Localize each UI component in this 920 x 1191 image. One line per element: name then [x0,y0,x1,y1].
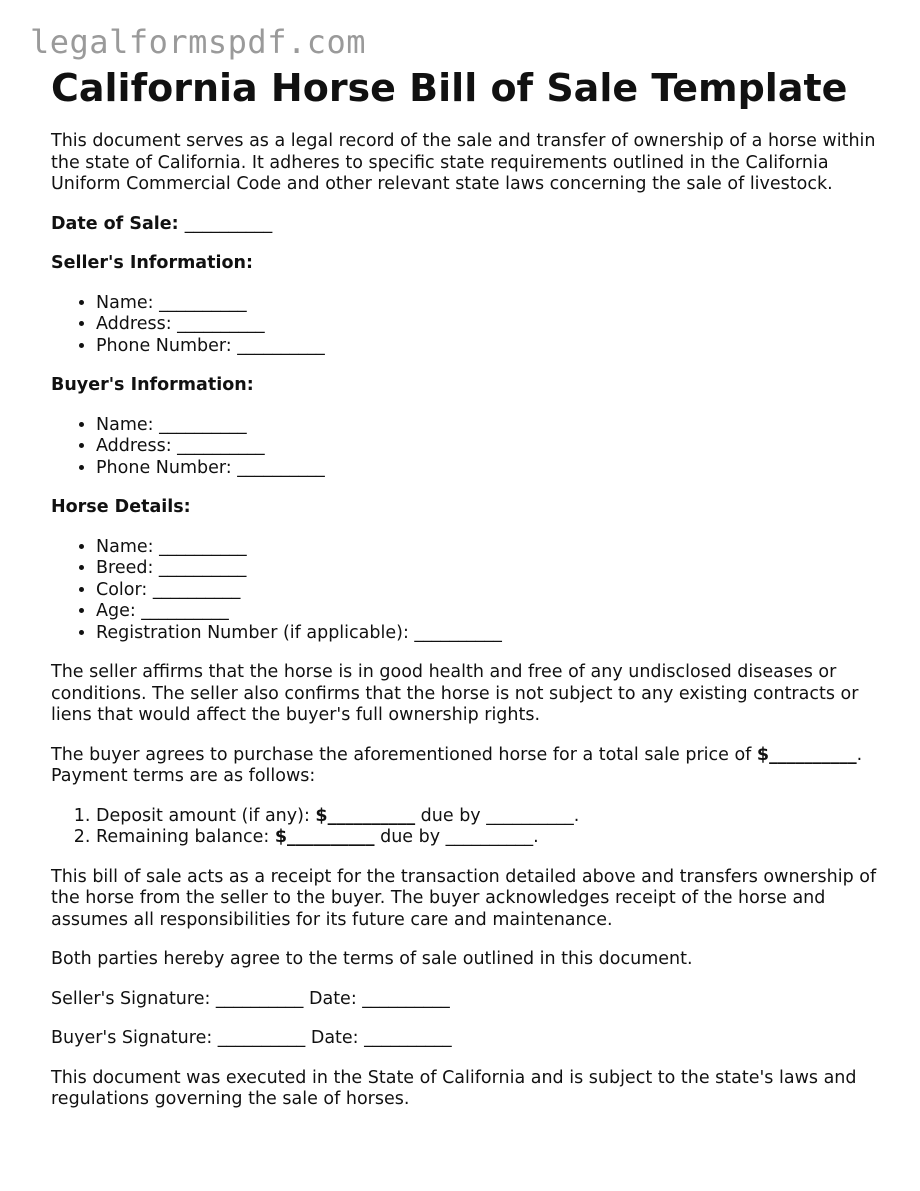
seller-signature-line: Seller's Signature: __________ Date: __________ [51,988,450,1009]
deposit-amount: $__________ [315,805,416,826]
remaining-label: Remaining balance: [96,827,275,847]
remaining-due: due by __________. [374,827,539,847]
affirmation-paragraph: The seller affirms that the horse is in good health and free of any undisclosed diseases or conditions. The seller also confirms that the horse is not subject to any existing contracts or liens that would affect the buyer's full ownership rights. [51,662,859,725]
deposit-due: due by __________. [415,805,580,826]
document-body [51,66,881,1111]
horse-details-list [51,537,881,645]
seller-phone-field: • Phone Number: __________ [96,336,881,358]
buyer-signature-line: Buyer's Signature: __________ Date: __________ [51,1028,452,1048]
horse-breed-field: • Breed: __________ [96,558,881,580]
seller-info-heading: Seller's Information: [51,253,253,273]
document-title: California Horse Bill of Sale Template [51,66,848,110]
site-watermark: legalformspdf.com [30,23,367,61]
remaining-amount: $__________ [274,827,375,847]
receipt-paragraph: This bill of sale acts as a receipt for the transaction detailed above and transfers ownership of the horse from the seller to the buyer. The buyer acknowledges receipt of the horse and assumes all responsibilities for its future care and maintenance. [51,866,877,930]
sale-price-text: The buyer agrees to purchase the aforementioned horse for a total sale price of [51,744,757,765]
buyer-address-field: • Address: __________ [96,436,881,458]
buyer-phone-field: • Phone Number: __________ [96,458,881,480]
sale-price-amount: $__________ [756,744,857,765]
closing-paragraph: This document was executed in the State of California and is subject to the state's laws and regulations governing the sale of horses. [51,1067,857,1109]
seller-info-list [51,293,881,358]
deposit-label: Deposit amount (if any): [96,805,316,826]
sale-price-paragraph [51,745,881,788]
horse-color-field: • Color: __________ [96,580,881,602]
horse-name-field: • Name: __________ [96,537,881,559]
date-of-sale-blank: __________ [184,213,273,234]
agreement-paragraph: Both parties hereby agree to the terms of sale outlined in this document. [51,949,693,969]
seller-name-field: • Name: __________ [96,293,881,315]
seller-address-field: • Address: __________ [96,314,881,336]
horse-registration-field: • Registration Number (if applicable): __________ [96,623,881,645]
horse-age-field: • Age: __________ [96,601,881,623]
buyer-name-field: • Name: __________ [96,415,881,437]
buyer-info-heading: Buyer's Information: [51,375,254,395]
deposit-term [96,806,881,828]
horse-details-heading: Horse Details: [51,497,191,517]
payment-terms-list [51,806,881,849]
intro-paragraph: This document serves as a legal record of the sale and transfer of ownership of a horse within the state of California. It adheres to specific state requirements outlined in the California Uniform Commercial Code and other relevant state laws concerning the sale of livestock. [51,131,876,194]
buyer-info-list [51,415,881,480]
date-of-sale-field [51,214,881,236]
sale-price-terms-text: . Payment terms are as follows: [51,744,863,786]
date-of-sale-label: Date of Sale: [51,213,179,234]
remaining-balance-term [96,827,881,849]
